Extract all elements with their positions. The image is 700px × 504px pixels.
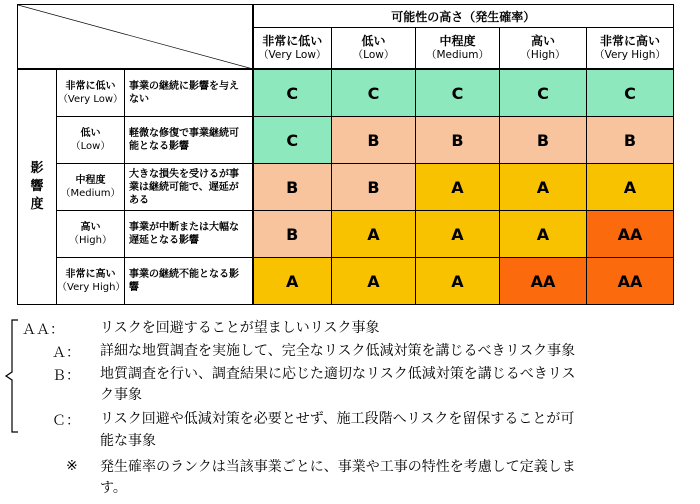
row-header: 高い （High） — [57, 211, 125, 258]
risk-cell: AA — [500, 258, 587, 305]
row-header: 非常に低い （Very Low） — [57, 69, 125, 117]
risk-cell: A — [332, 211, 416, 258]
risk-cell: C — [416, 69, 500, 117]
row-description: 事業が中断または大幅な遅延となる影響 — [125, 211, 253, 258]
column-header-very-low: 非常に低い （Very Low） — [253, 28, 332, 70]
risk-cell: A — [253, 258, 332, 305]
risk-cell: C — [253, 117, 332, 164]
risk-cell: B — [500, 117, 587, 164]
risk-cell: A — [416, 164, 500, 211]
probability-header: 可能性の高さ（発生確率） — [253, 5, 674, 28]
legend-key-aa: ＡＡ： — [22, 322, 64, 338]
row-description: 事業の継続に影響を与えない — [125, 69, 253, 117]
risk-cell: A — [587, 164, 674, 211]
legend-text-c-line2: 能な事象 — [100, 433, 156, 449]
risk-level-legend — [0, 314, 700, 504]
risk-cell: C — [332, 69, 416, 117]
note-text-line2: す。 — [100, 480, 127, 496]
legend-text-b-line1: 地質調査を行い、調査結果に応じた適切なリスク低減対策を講じるべきリス — [100, 366, 576, 382]
risk-cell: B — [587, 117, 674, 164]
risk-cell: A — [416, 211, 500, 258]
column-header-high: 高い （High） — [500, 28, 587, 70]
risk-cell: A — [500, 164, 587, 211]
corner-cell — [18, 5, 253, 70]
column-header-medium: 中程度 （Medium） — [416, 28, 500, 70]
row-header: 低い （Low） — [57, 117, 125, 164]
risk-cell: A — [500, 211, 587, 258]
risk-cell: A — [332, 258, 416, 305]
row-description: 大きな損失を受けるが事業は継続可能で、遅延がある — [125, 164, 253, 211]
impact-row-high — [18, 211, 674, 258]
row-header: 中程度 （Medium） — [57, 164, 125, 211]
risk-cell: C — [253, 69, 332, 117]
row-description: 軽微な修復で事業継続可能となる影響 — [125, 117, 253, 164]
legend-text-c-line1: リスク回避や低減対策を必要とせず、施工段階へリスクを留保することが可 — [100, 411, 575, 427]
impact-row-very-high — [18, 258, 674, 305]
impact-row-very-low — [18, 69, 674, 117]
column-header-low: 低い （Low） — [332, 28, 416, 70]
risk-cell: AA — [587, 211, 674, 258]
row-description: 事業の継続不能となる影響 — [125, 258, 253, 305]
risk-cell: AA — [587, 258, 674, 305]
risk-cell: B — [253, 211, 332, 258]
risk-cell: B — [416, 117, 500, 164]
risk-cell: A — [416, 258, 500, 305]
legend-text-b-line2: ク事象 — [100, 387, 142, 403]
risk-cell: B — [253, 164, 332, 211]
impact-row-low — [18, 117, 674, 164]
legend-key-b: Ｂ： — [52, 368, 80, 384]
impact-axis-label: 影 響 度 — [18, 69, 57, 305]
note-mark: ※ — [66, 458, 78, 474]
legend-text-a: 詳細な地質調査を実施して、完全なリスク低減対策を講じるべきリスク事象 — [100, 343, 576, 359]
corner-diagonal — [18, 5, 253, 69]
risk-cell: B — [332, 117, 416, 164]
risk-cell: C — [587, 69, 674, 117]
brace-bracket — [2, 318, 22, 434]
legend-key-a: Ａ： — [52, 345, 80, 361]
risk-cell: B — [332, 164, 416, 211]
risk-cell: C — [500, 69, 587, 117]
legend-key-c: Ｃ： — [52, 413, 80, 429]
row-header: 非常に高い （Very High） — [57, 258, 125, 305]
note-text-line1: 発生確率のランクは当該事業ごとに、事業や工事の特性を考慮して定義しま — [100, 459, 576, 475]
impact-row-medium — [18, 164, 674, 211]
risk-matrix-table — [17, 4, 674, 305]
legend-text-aa: リスクを回避することが望ましいリスク事象 — [100, 320, 380, 336]
column-header-very-high: 非常に高い （Very High） — [587, 28, 674, 70]
